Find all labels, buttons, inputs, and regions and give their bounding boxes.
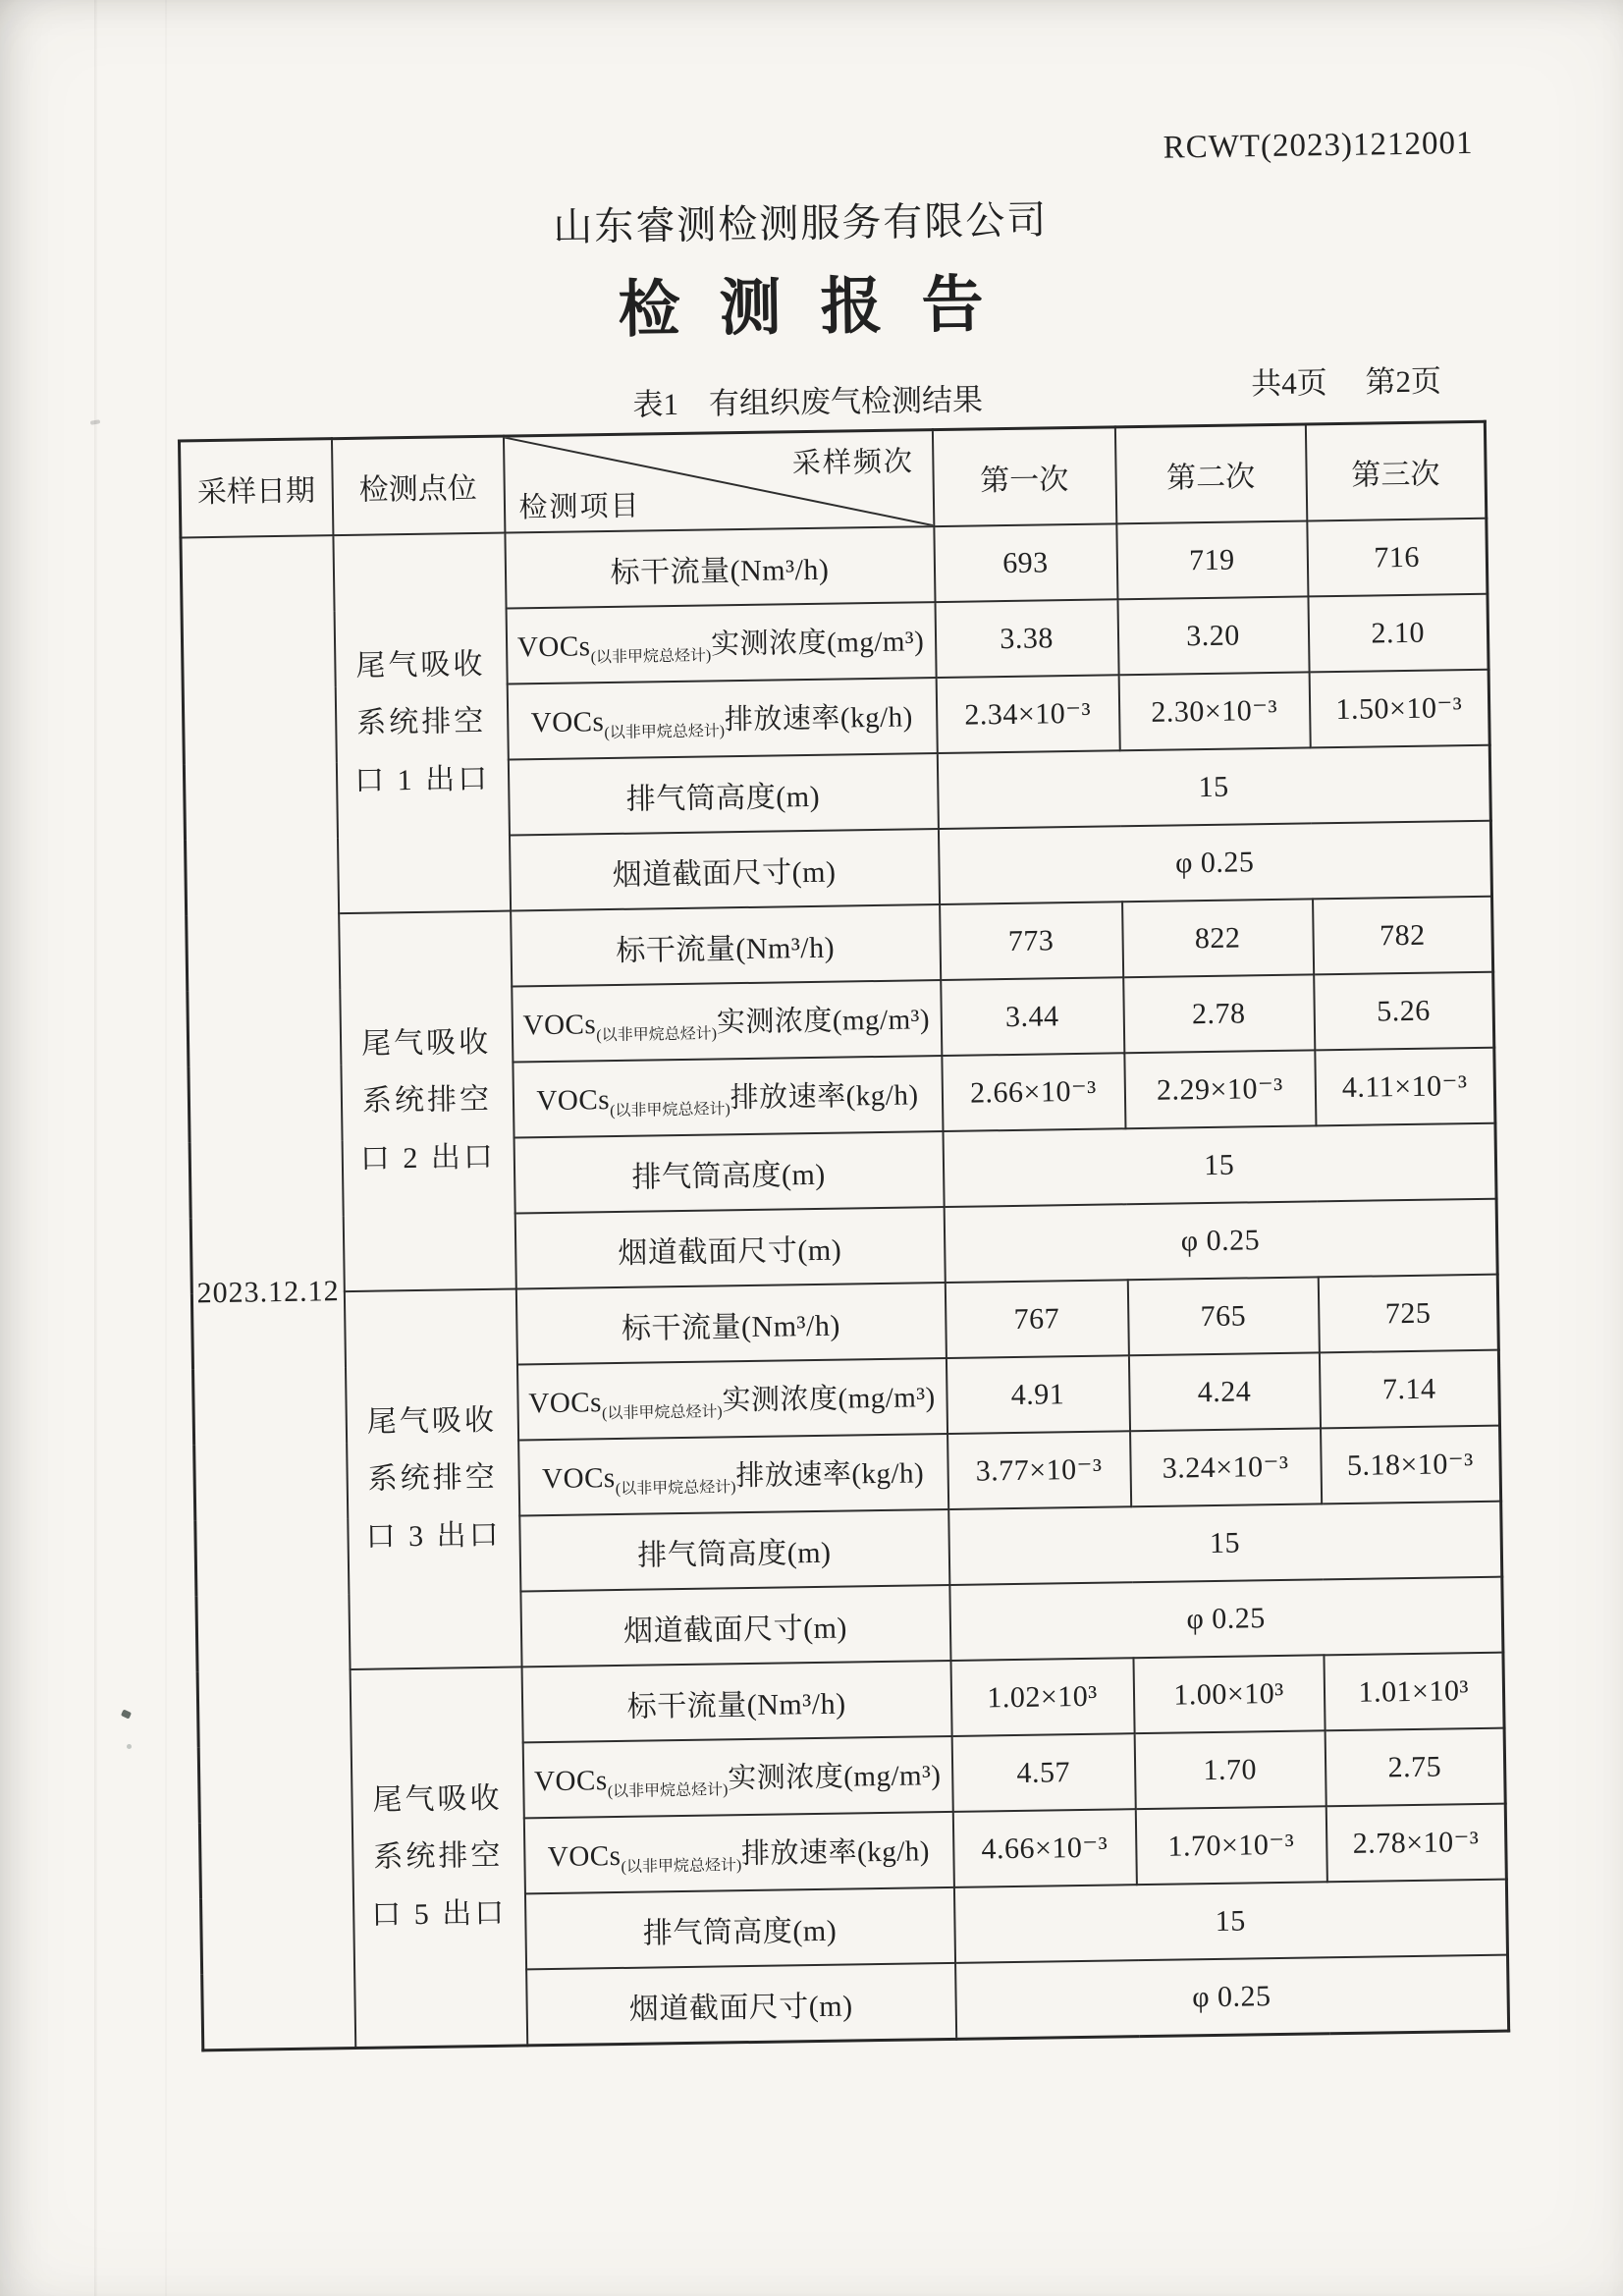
header-test-point: 检测点位 [331, 436, 504, 535]
test-point-line: 口 2 出口 [359, 1140, 497, 1175]
test-point-line: 系统排空 [373, 1839, 504, 1874]
value-cell: 2.30×10⁻³ [1118, 672, 1310, 750]
value-cell: 5.26 [1314, 972, 1494, 1051]
table-caption: 表1 有组织废气检测结果 [632, 382, 984, 422]
vocs-subscript: (以非甲烷总烃计) [621, 1856, 742, 1876]
header-sampling-frequency-label: 采样频次 [791, 446, 915, 480]
value-cell: 1.00×10³ [1133, 1655, 1325, 1733]
vocs-subscript: (以非甲烷总烃计) [596, 1024, 718, 1044]
concentration-label: 实测浓度(mg/m³) [722, 1381, 936, 1416]
value-cell: 725 [1318, 1275, 1498, 1353]
value-cell-merged: φ 0.25 [938, 821, 1491, 904]
vocs-subscript: (以非甲烷总烃计) [601, 1402, 723, 1422]
vocs-label: VOCs [516, 629, 591, 663]
value-cell: 822 [1122, 899, 1314, 977]
row-label-duct-size: 烟道截面尺寸(m) [509, 829, 939, 910]
concentration-label: 实测浓度(mg/m³) [716, 1003, 931, 1038]
value-cell: 4.11×10⁻³ [1315, 1048, 1495, 1126]
test-point-line: 口 3 出口 [365, 1518, 502, 1554]
test-point-cell-outlet-1 [333, 533, 511, 914]
value-cell: 4.57 [951, 1733, 1135, 1812]
value-cell: 693 [934, 523, 1117, 602]
value-cell-merged: 15 [937, 745, 1490, 829]
value-cell: 7.14 [1319, 1350, 1499, 1429]
header-sampling-date: 采样日期 [179, 439, 332, 538]
vocs-label: VOCs [541, 1461, 616, 1495]
test-point-line: 尾气吸收 [366, 1403, 498, 1439]
vocs-label: VOCs [522, 1008, 597, 1041]
vocs-label: VOCs [528, 1386, 603, 1419]
value-cell: 782 [1313, 897, 1493, 975]
value-cell: 2.10 [1308, 594, 1488, 673]
value-cell: 2.66×10⁻³ [942, 1053, 1125, 1131]
value-cell: 1.01×10³ [1324, 1653, 1504, 1731]
value-cell-merged: φ 0.25 [949, 1577, 1503, 1661]
test-point-cell-outlet-5 [350, 1667, 527, 2048]
value-cell: 4.24 [1128, 1352, 1320, 1431]
row-label-vocs-rate [513, 1056, 943, 1137]
row-label-flow: 标干流量(Nm³/h) [515, 1283, 946, 1364]
value-cell-merged: 15 [953, 1880, 1507, 1963]
vocs-label: VOCs [536, 1083, 611, 1117]
value-cell: 3.24×10⁻³ [1130, 1428, 1322, 1506]
value-cell: 2.34×10⁻³ [936, 675, 1119, 753]
row-label-duct-size: 烟道截面尺寸(m) [520, 1585, 950, 1667]
test-point-cell-outlet-2 [339, 911, 516, 1292]
value-cell-merged: φ 0.25 [944, 1199, 1497, 1283]
test-point-line: 口 5 出口 [371, 1896, 508, 1932]
row-label-vocs-concentration [516, 1358, 947, 1440]
value-cell: 3.44 [941, 977, 1124, 1056]
rate-label: 排放速率(kg/h) [730, 1078, 919, 1114]
rate-label: 排放速率(kg/h) [735, 1456, 925, 1492]
vocs-label: VOCs [533, 1764, 608, 1797]
sampling-date-cell: 2023.12.12 [181, 535, 355, 2050]
value-cell: 767 [945, 1280, 1128, 1358]
value-cell: 2.75 [1325, 1728, 1505, 1807]
test-point-line: 尾气吸收 [360, 1025, 492, 1061]
vocs-subscript: (以非甲烷总烃计) [607, 1780, 729, 1800]
value-cell: 1.50×10⁻³ [1309, 670, 1489, 748]
value-cell-merged: 15 [943, 1123, 1496, 1207]
vocs-subscript: (以非甲烷总烃计) [610, 1100, 730, 1120]
row-label-stack-height: 排气筒高度(m) [524, 1887, 954, 1969]
concentration-label: 实测浓度(mg/m³) [710, 625, 925, 660]
vocs-subscript: (以非甲烷总烃计) [615, 1478, 736, 1498]
row-label-duct-size: 烟道截面尺寸(m) [526, 1963, 956, 2046]
row-label-vocs-concentration [506, 602, 936, 683]
rate-label: 排放速率(kg/h) [724, 700, 914, 736]
value-cell: 1.70×10⁻³ [1135, 1806, 1326, 1885]
test-point-line: 尾气吸收 [372, 1781, 503, 1817]
test-point-line: 尾气吸收 [355, 647, 486, 683]
header-run-2: 第二次 [1114, 424, 1306, 523]
vocs-subscript: (以非甲烷总烃计) [604, 722, 726, 741]
test-point-line: 系统排空 [356, 705, 487, 740]
row-label-duct-size: 烟道截面尺寸(m) [514, 1207, 945, 1288]
test-point-line: 系统排空 [367, 1461, 498, 1497]
row-label-stack-height: 排气筒高度(m) [519, 1509, 949, 1591]
value-cell: 719 [1116, 520, 1308, 599]
row-label-stack-height: 排气筒高度(m) [508, 753, 938, 835]
value-cell: 2.29×10⁻³ [1124, 1050, 1316, 1128]
row-label-flow: 标干流量(Nm³/h) [511, 904, 941, 986]
value-cell: 4.91 [946, 1355, 1129, 1434]
value-cell-merged: φ 0.25 [955, 1955, 1509, 2040]
test-point-line: 系统排空 [361, 1083, 493, 1119]
value-cell: 773 [940, 902, 1123, 980]
value-cell: 3.77×10⁻³ [947, 1431, 1131, 1509]
report-title: 检测报告 [618, 269, 1024, 345]
row-label-vocs-rate [518, 1434, 948, 1515]
vocs-subscript: (以非甲烷总烃计) [590, 646, 712, 666]
rate-label: 排放速率(kg/h) [740, 1834, 931, 1870]
header-diagonal-cell [503, 430, 933, 533]
row-label-vocs-concentration [512, 980, 942, 1062]
row-label-vocs-rate [507, 678, 937, 759]
value-cell: 4.66×10⁻³ [952, 1809, 1136, 1887]
row-label-vocs-rate [523, 1812, 953, 1893]
header-test-item-label: 检测项目 [518, 490, 641, 524]
value-cell: 1.02×10³ [950, 1658, 1134, 1736]
row-label-flow: 标干流量(Nm³/h) [521, 1661, 951, 1742]
results-table [178, 420, 1510, 2052]
row-label-stack-height: 排气筒高度(m) [514, 1131, 944, 1213]
test-point-line: 口 1 出口 [353, 762, 491, 797]
value-cell: 5.18×10⁻³ [1321, 1426, 1501, 1504]
page-indicator: 共4页 第2页 [1250, 363, 1442, 402]
value-cell: 765 [1127, 1277, 1319, 1355]
value-cell: 3.38 [935, 599, 1118, 678]
value-cell: 3.20 [1117, 596, 1309, 675]
concentration-label: 实测浓度(mg/m³) [728, 1759, 942, 1794]
header-run-3: 第三次 [1305, 421, 1486, 520]
report-number: RCWT(2023)1212001 [1163, 125, 1474, 166]
value-cell: 1.70 [1134, 1730, 1325, 1809]
test-point-cell-outlet-3 [344, 1288, 521, 1669]
vocs-label: VOCs [547, 1839, 622, 1873]
value-cell-merged: 15 [948, 1502, 1502, 1585]
value-cell: 2.78×10⁻³ [1325, 1804, 1506, 1883]
row-label-flow: 标干流量(Nm³/h) [505, 526, 935, 608]
value-cell: 2.78 [1123, 974, 1315, 1053]
value-cell: 716 [1307, 519, 1488, 597]
company-name: 山东睿测检测服务有限公司 [552, 197, 1049, 249]
vocs-label: VOCs [530, 705, 605, 738]
row-label-vocs-concentration [522, 1736, 952, 1818]
header-run-1: 第一次 [932, 427, 1115, 526]
